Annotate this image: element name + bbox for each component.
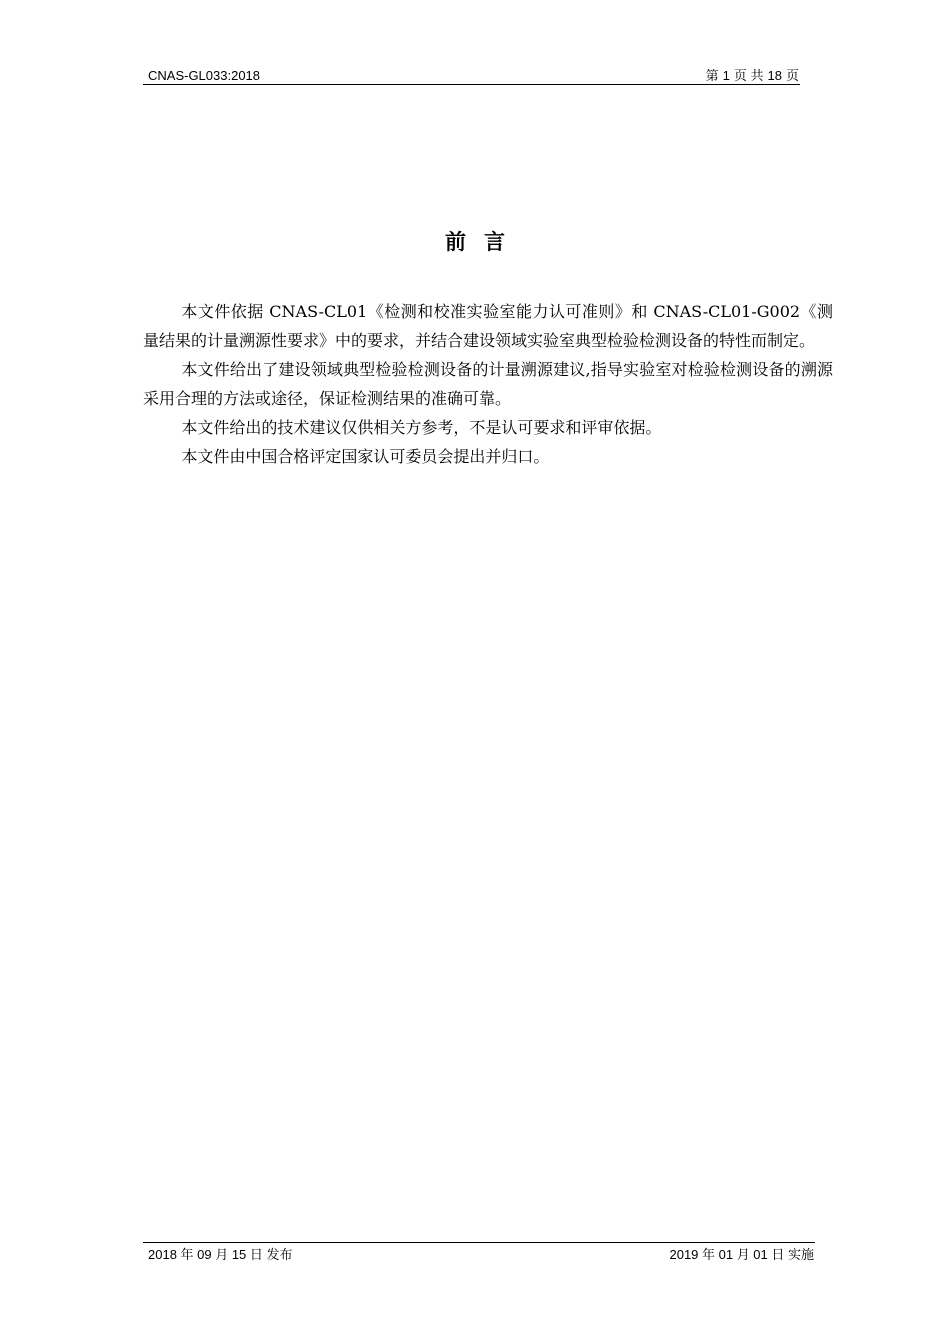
title-char-2: 言 bbox=[484, 230, 505, 254]
paragraph: 本文件给出了建设领域典型检验检测设备的计量溯源建议,指导实验室对检验检测设备的溯源采用合理的方法或途径，保证检测结果的准确可靠。 bbox=[143, 360, 833, 408]
page-number: 1 bbox=[722, 68, 730, 83]
paragraph: 本文件由中国合格评定国家认可委员会提出并归口。 bbox=[181, 447, 550, 466]
effective-date: 2019 年 01 月 01 日 实施 bbox=[669, 1247, 814, 1262]
document-code: CNAS-GL033:2018 bbox=[148, 68, 261, 83]
footer-divider bbox=[143, 1242, 815, 1243]
title-char-1: 前 bbox=[445, 230, 466, 254]
paragraph: 本文件给出的技术建议仅供相关方参考，不是认可要求和评审依据。 bbox=[181, 418, 662, 437]
paragraph: 本文件依据 CNAS-CL01《检测和校准实验室能力认可准则》和 CNAS-CL01-G002《测量结果的计量溯源性要求》中的要求，并结合建设领域实验室典型检验检测设备的特性而制定。 bbox=[143, 302, 833, 350]
page-label-suffix: 页 bbox=[785, 68, 799, 83]
header-divider bbox=[143, 84, 800, 85]
foreword-body bbox=[143, 297, 833, 471]
page-indicator bbox=[706, 68, 799, 84]
page-label-prefix: 第 bbox=[705, 68, 719, 83]
page-label-mid: 页 共 bbox=[733, 68, 764, 83]
publish-date: 2018 年 09 月 15 日 发布 bbox=[148, 1247, 293, 1262]
page-title bbox=[0, 228, 950, 256]
total-pages: 18 bbox=[767, 68, 782, 83]
